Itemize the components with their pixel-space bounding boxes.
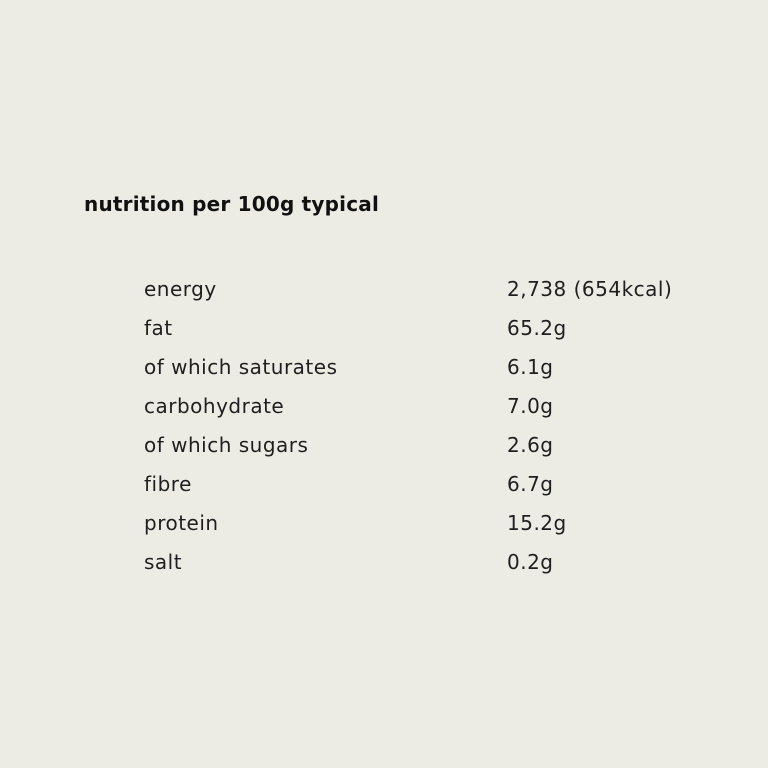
nutrient-label: of which sugars — [144, 432, 309, 457]
nutrient-value: 6.7g — [507, 471, 554, 496]
nutrient-value: 65.2g — [507, 315, 567, 340]
nutrient-label: fat — [144, 315, 173, 340]
nutrient-value: 2,738 (654kcal) — [507, 276, 673, 301]
nutrient-value: 2.6g — [507, 432, 554, 457]
nutrient-label: fibre — [144, 471, 192, 496]
nutrition-row-salt — [144, 542, 704, 581]
nutrient-value: 0.2g — [507, 549, 554, 574]
nutrition-heading: nutrition per 100g typical — [84, 192, 380, 216]
nutrition-row-protein — [144, 503, 704, 542]
nutrient-value: 15.2g — [507, 510, 567, 535]
nutrition-row-saturates — [144, 347, 704, 386]
nutrient-label: of which saturates — [144, 354, 338, 379]
nutrition-row-fat — [144, 308, 704, 347]
nutrient-value: 7.0g — [507, 393, 554, 418]
nutrient-label: protein — [144, 510, 219, 535]
nutrient-label: carbohydrate — [144, 393, 285, 418]
nutrient-label: energy — [144, 276, 217, 301]
nutrition-row-carbohydrate — [144, 386, 704, 425]
nutrition-row-energy — [144, 269, 704, 308]
nutrition-row-sugars — [144, 425, 704, 464]
nutrition-row-fibre — [144, 464, 704, 503]
nutrient-value: 6.1g — [507, 354, 554, 379]
nutrition-table — [144, 269, 704, 581]
nutrient-label: salt — [144, 549, 183, 574]
